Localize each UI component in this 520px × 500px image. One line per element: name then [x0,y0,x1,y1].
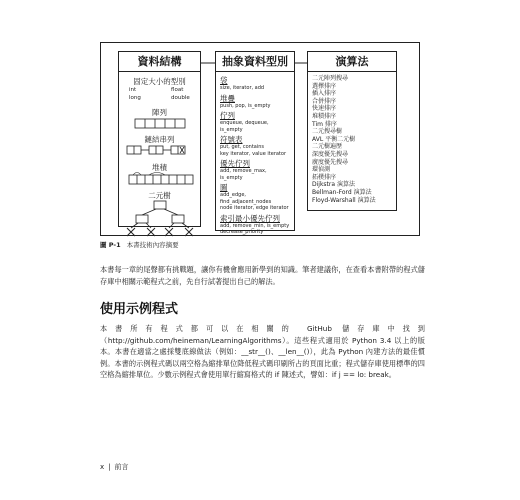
algorithms-title: 演算法 [308,52,396,72]
algorithm-item: 二元樹遍歷 [312,143,343,151]
figure-technical-summary [100,42,420,236]
data-structures-title: 資料結構 [119,52,200,72]
heap-label: 堆積 [152,163,167,172]
algorithm-item: 廣度優先搜尋 [312,158,349,166]
adt-item-operations: push, pop, is_empty [220,102,271,109]
algorithm-item: AVL 平衡二元樹 [312,135,356,143]
section-heading: 使用示例程式 [100,302,179,317]
page-number: x [100,463,105,471]
adt-item-name: 圖 [220,183,228,192]
algorithm-item: Dijkstra 演算法 [312,181,355,189]
adt-item-name: 堆疊 [220,93,235,103]
algorithms-list [308,72,396,207]
adt-item-operations: add_edge, find_adjacent_nodes node iterator, edge iterator [220,192,289,211]
type-double: double [171,95,190,101]
type-long: long [129,95,141,101]
algorithm-item: 二元搜尋樹 [312,128,343,136]
array-label: 陣列 [152,108,167,117]
algorithm-item: Bellman-Ford 演算法 [312,188,372,196]
algorithms-panel [307,51,397,211]
algorithm-item: 環偵測 [312,166,331,174]
adt-title: 抽象資料型別 [216,52,294,72]
footer-section: 前言 [114,463,129,471]
adt-item-operations: put, get, contains key iterator, value iterator [220,144,287,157]
algorithm-item: 堆積排序 [312,112,337,120]
linked-list-label: 鏈結串列 [144,135,175,144]
adt-item-operations: add, remove_max, is_empty [220,168,267,181]
algorithm-item: 插入排序 [312,90,337,98]
adt-item-operations: add, remove_min, is_empty decrease_priority [220,222,290,235]
algorithm-item: Tim 排序 [312,120,337,128]
adt-item-name: 索引最小優先佇列 [220,213,280,223]
adt-item-operations: size, iterator, add [220,85,265,91]
algorithm-item: 選擇排序 [312,82,337,90]
type-int: int [129,87,137,93]
page-footer [100,462,133,472]
abstract-data-types-panel [215,51,295,235]
adt-item-name: 佇列 [220,111,235,120]
figure-caption-text: 本書技術內容摘要 [126,241,179,249]
adt-item-name: 符號表 [220,135,243,144]
adt-item-name: 袋 [220,76,228,85]
algorithm-item: 深度優先搜尋 [312,150,349,158]
figure-caption [100,240,179,249]
type-float: float [171,87,184,93]
figure-caption-label: 圖 P-1 [100,241,121,249]
binary-tree-label: 二元樹 [148,191,171,200]
algorithm-item: Floyd-Warshall 演算法 [312,196,376,204]
paragraph-example-code: 本書所有程式都可以在相關的 GitHub 儲存庫中找到（http://github.com/heineman/LearningAlgorithms）。這些程式適用於 Python 3.4 以上的版本。本書在適當之處採雙底線做法（例如：__str__()、__len__()），此為 Python 內建方法的最佳慣例。本書的示例程式碼以兩空格為縮排單位降低程式碼印刷所占的頁面比重；程式儲存庫使用標準的四空格為縮排單位。少數示例程式會使用單行縮寫格式的 if 陳述式，譬如：if j == lo: break。 [100,324,425,379]
algorithm-item: 合併排序 [312,97,337,105]
adt-item-name: 優先佇列 [220,159,250,168]
footer-separator: | [108,463,111,471]
algorithm-item: 二元陣列搜尋 [312,75,349,82]
adt-item-operations: enqueue, dequeue, is_empty [220,120,269,133]
fixed-size-types-label: 固定大小的型別 [133,77,186,86]
algorithm-item: 快速排序 [312,105,337,113]
algorithm-item: 拓樸排序 [312,173,337,181]
paragraph-challenges: 本書每一章的尾聲都有挑戰題，讓你有機會應用新學到的知識。筆者建議你，在查看本書附帶的程式儲存庫中相關示範程式之前，先自行試著提出自己的解法。 [100,265,425,286]
